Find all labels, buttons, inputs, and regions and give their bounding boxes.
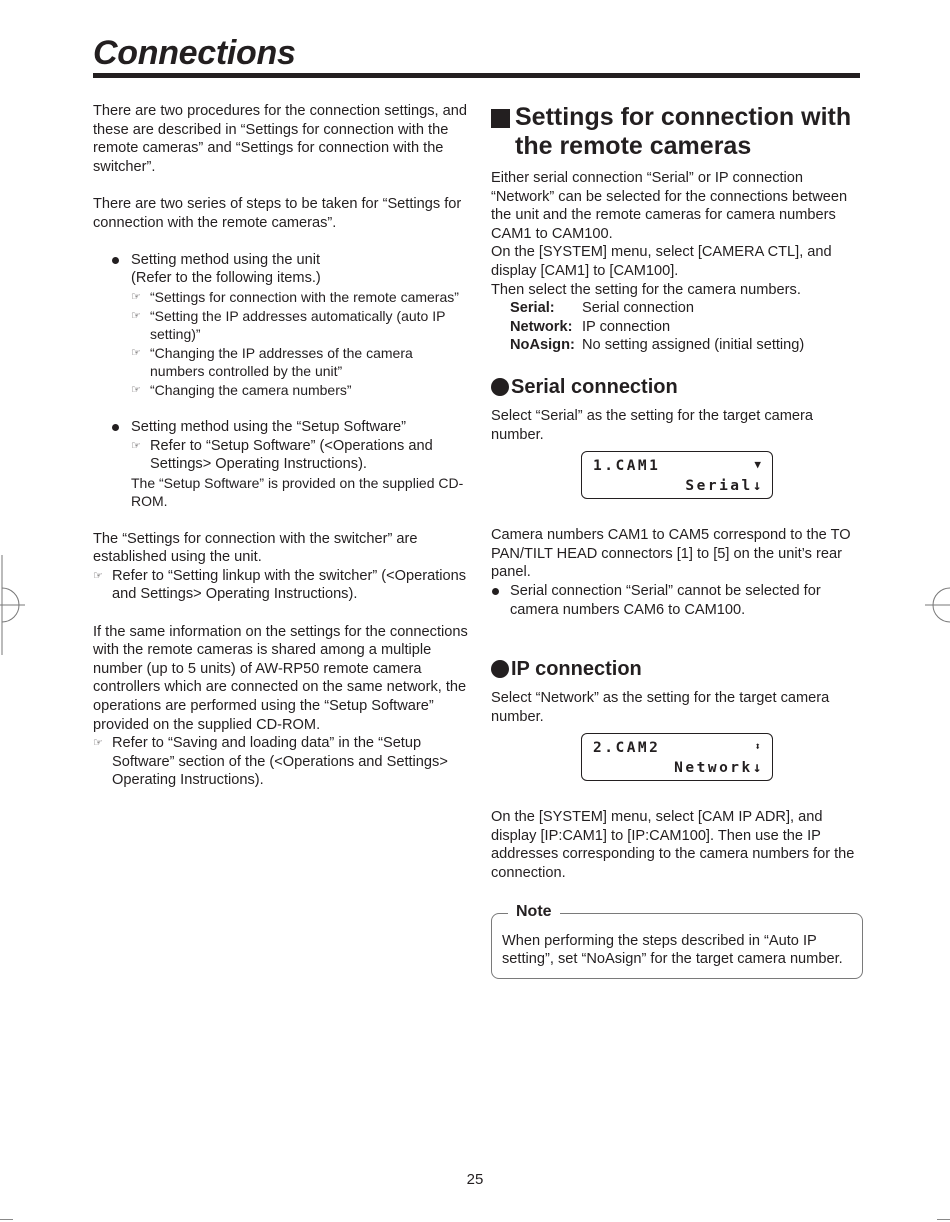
reference-text: “Settings for connection with the remote cameras”	[150, 288, 459, 305]
definition-term: Network:	[510, 318, 573, 335]
page-title: Connections	[93, 34, 296, 72]
switcher-paragraph: The “Settings for connection with the switcher” are established using the unit.	[93, 530, 418, 566]
definition-item	[491, 299, 863, 318]
ip-heading	[491, 657, 863, 681]
reference-link[interactable]	[93, 567, 468, 604]
left-column	[93, 102, 468, 790]
definition-term: NoAsign:	[510, 337, 575, 354]
reference-text: “Changing the IP addresses of the camera numbers controlled by the unit”	[150, 344, 413, 380]
reference-link[interactable]	[131, 381, 468, 400]
pointing-hand-icon: ☞	[131, 290, 141, 303]
pointing-hand-icon: ☞	[131, 346, 141, 359]
lcd-line-1: 1.CAM1	[593, 458, 661, 475]
reference-link[interactable]	[131, 307, 468, 344]
square-bullet-icon	[491, 109, 510, 128]
subheading-text: Serial connection	[511, 375, 678, 398]
intro-paragraph-1: There are two procedures for the connection settings, and these are described in “Settings for connection with the remote cameras” and “Settings for connection with the switcher”.	[93, 103, 467, 175]
bullet-dot-icon	[112, 424, 119, 431]
bullet-text: Setting method using the unit	[131, 251, 321, 268]
section-intro: Either serial connection “Serial” or IP connection “Network” can be selected for the connections between the unit and the remote cameras for camera numbers CAM1 to CAM100.	[491, 170, 848, 242]
registration-mark-left	[0, 555, 30, 655]
note-label: Note	[508, 902, 560, 922]
right-column	[491, 102, 863, 979]
definition-list	[491, 299, 863, 355]
page-number: 25	[466, 1171, 484, 1188]
pointing-hand-icon: ☞	[131, 309, 141, 322]
reference-link[interactable]	[131, 437, 468, 474]
reference-text: “Changing the camera numbers”	[150, 381, 352, 398]
bullet-note: The “Setup Software” is provided on the supplied CD-ROM.	[131, 474, 464, 510]
down-arrow-icon: ▼	[754, 458, 761, 472]
definition-desc: IP connection	[582, 318, 671, 335]
lcd-display-serial	[581, 451, 773, 499]
bullet-text: Serial connection “Serial” cannot be selected for camera numbers CAM6 to CAM100.	[510, 582, 821, 618]
serial-connector-note: Camera numbers CAM1 to CAM5 correspond to the TO PAN/TILT HEAD connectors [1] to [5] on the unit’s rear panel.	[491, 527, 851, 581]
reference-text: “Setting the IP addresses automatically (auto IP setting)”	[150, 307, 446, 343]
lcd-display-network	[581, 733, 773, 781]
note-text: When performing the steps described in “Auto IP setting”, set “NoAsign” for the target camera number.	[502, 932, 843, 968]
note-box	[491, 902, 863, 979]
reference-link[interactable]	[131, 288, 468, 307]
subheading-text: IP connection	[511, 658, 642, 681]
serial-heading	[491, 375, 863, 399]
serial-restriction-bullet	[491, 582, 863, 619]
bullet-subtext: (Refer to the following items.)	[131, 270, 321, 287]
reference-text: Refer to “Setting linkup with the switcher” (<Operations and Settings> Operating Instructions).	[112, 567, 467, 603]
pointing-hand-icon: ☞	[93, 737, 103, 750]
pointing-hand-icon: ☞	[131, 439, 141, 452]
bullet-unit-method	[93, 251, 468, 400]
select-instruction: Then select the setting for the camera numbers.	[491, 281, 801, 298]
section-heading	[491, 103, 863, 161]
intro-paragraph-2: There are two series of steps to be taken for “Settings for connection with the remote cameras”.	[93, 195, 462, 231]
definition-term: Serial:	[510, 300, 555, 317]
crop-mark-bottom-right	[937, 1219, 950, 1220]
registration-mark-right	[920, 555, 950, 655]
serial-instruction: Select “Serial” as the setting for the target camera number.	[491, 407, 814, 443]
reference-link[interactable]	[131, 344, 468, 381]
lcd-line-2: Serial↓	[685, 478, 764, 495]
section-heading-text: Settings for connection with the remote cameras	[515, 103, 852, 160]
circle-bullet-icon	[491, 378, 509, 396]
bullet-dot-icon	[492, 588, 499, 595]
circle-bullet-icon	[491, 660, 509, 678]
ip-address-instruction: On the [SYSTEM] menu, select [CAM IP ADR], and display [IP:CAM1] to [IP:CAM100]. Then use the IP addresses corresponding to the camera numbers for the connection.	[491, 809, 855, 882]
pointing-hand-icon: ☞	[93, 569, 103, 582]
bullet-dot-icon	[112, 257, 119, 264]
title-rule	[93, 73, 860, 78]
definition-desc: No setting assigned (initial setting)	[582, 337, 805, 354]
crop-mark-bottom-left	[0, 1219, 13, 1220]
shared-settings-paragraph: If the same information on the settings for the connections with the remote cameras is shared among a multiple number (up to 5 units) of AW-RP50 remote camera controllers which are connected on the same network, the operations are performed using the “Setup Software” provided on the supplied CD-ROM.	[93, 623, 468, 733]
lcd-line-2: Network↓	[674, 760, 764, 777]
up-down-arrow-icon: ⬍	[754, 740, 761, 754]
ip-instruction: Select “Network” as the setting for the target camera number.	[491, 690, 830, 725]
menu-instruction: On the [SYSTEM] menu, select [CAMERA CTL], and display [CAM1] to [CAM100].	[491, 244, 832, 279]
bullet-software-method	[93, 418, 468, 511]
definition-item	[491, 336, 863, 355]
definition-item	[491, 318, 863, 337]
reference-link[interactable]	[93, 734, 468, 790]
lcd-line-1: 2.CAM2	[593, 740, 661, 757]
reference-text: Refer to “Setup Software” (<Operations and Settings> Operating Instructions).	[150, 437, 433, 473]
reference-text: Refer to “Saving and loading data” in the “Setup Software” section of the (<Operations and Settings> Operating Instructions).	[112, 735, 448, 789]
pointing-hand-icon: ☞	[131, 383, 141, 396]
bullet-text: Setting method using the “Setup Software”	[131, 419, 407, 436]
definition-desc: Serial connection	[582, 300, 694, 317]
